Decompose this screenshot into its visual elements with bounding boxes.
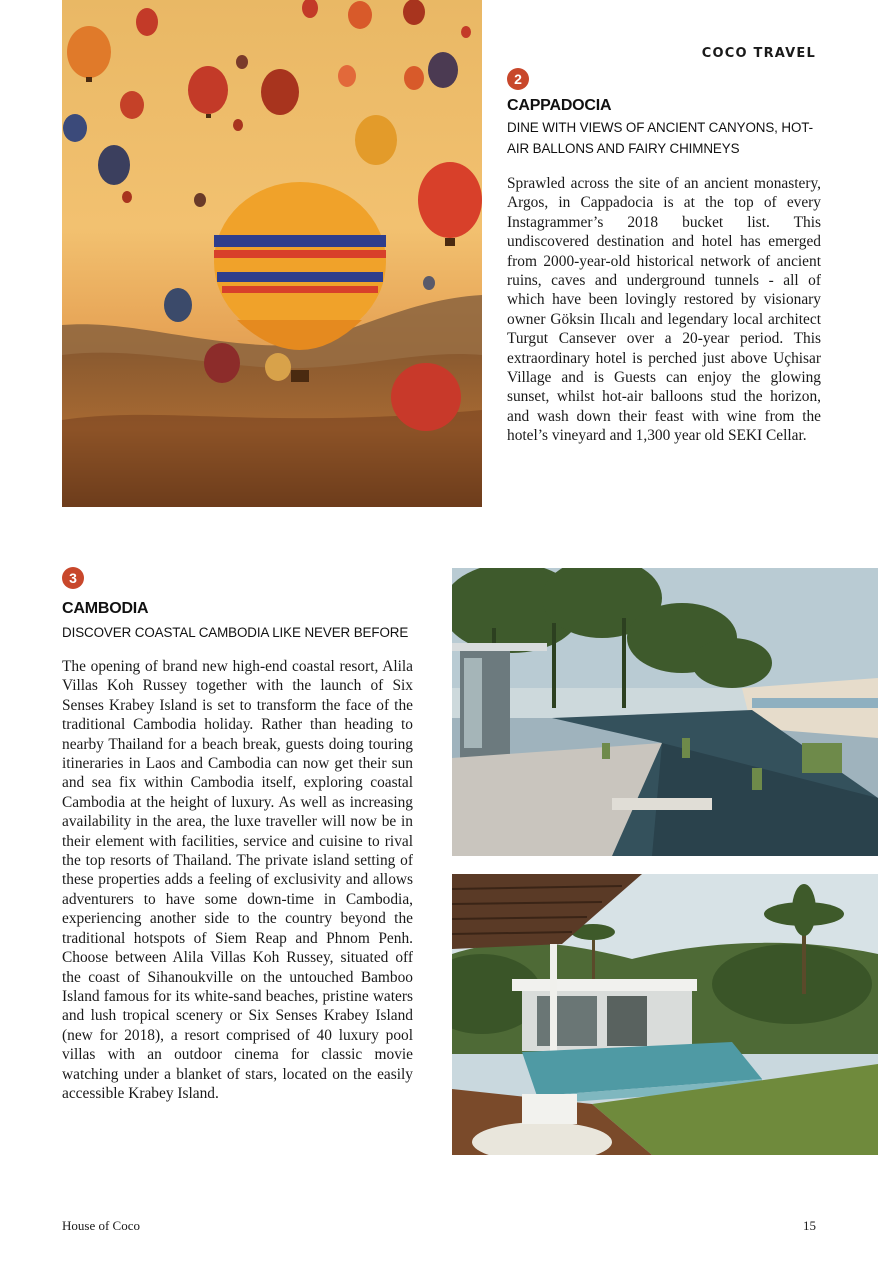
cambodia-title: CAMBODIA (62, 600, 149, 617)
cambodia-number-badge: 3 (62, 567, 84, 589)
cappadocia-subtitle: DINE WITH VIEWS OF ANCIENT CANYONS, HOT-AIR BALLONS AND FAIRY CHIMNEYS (507, 120, 813, 156)
cappadocia-number-badge: 2 (507, 68, 529, 90)
cambodia-infinity-pool-photo (452, 568, 878, 856)
cappadocia-title: CAPPADOCIA (507, 97, 612, 114)
magazine-section-label: COCO TRAVEL (701, 46, 816, 61)
cambodia-body: The opening of brand new high-end coastal resort, Alila Villas Koh Russey together with the launch of Six Senses Krabey Island is set to transform the face of the traditional Cambodia holiday. Rather than heading to nearby Thailand for a beach break, guests doing touring itineraries in Laos and Cambodia can now get their sun and sea fix within Cambodia itself, exploring coastal Cambodia at the height of luxury. As well as increasing availability in the area, the luxe traveller will now be in their element with facilities, service and cuisine to rival the top resorts of Thailand. The private island setting of these properties adds a feeling of exclusivity and allows adventurers to have some down-time in Cambodia, experiencing another side to the country beyond the traditional hotspots of Siem Reap and Phnom Penh. Choose between Alila Villas Koh Russey, situated off the coast of Sihanoukville on the untouched Bamboo Island famous for its white-sand beaches, pristine waters and lush tropical scenery or Six Senses Krabey Island (new for 2018), a resort comprised of 40 luxury pool villas with an outdoor cinema for classic movie watching under a blanket of stars, located on the easily accessible Krabey Island. (62, 658, 413, 1102)
footer-page-number: 15 (803, 1218, 816, 1233)
cappadocia-balloons-photo (62, 0, 482, 507)
cambodia-villa-pool-photo (452, 874, 878, 1155)
footer-publication-name: House of Coco (62, 1218, 140, 1233)
cappadocia-body: Sprawled across the site of an ancient monastery, Argos, in Cappadocia is at the top of every Instagrammer’s 2018 bucket list. This undiscovered destination and hotel has emerged from 2000-year-old historical network of ancient ruins, caves and underground tunnels - all of which have been lovingly restored by visionary owner Göksin Ilıcalı and legendary local architect Turgut Cansever over a 20-year period. This extraordinary hotel is perched just above Uçhisar Village and is Guests can enjoy the glowing sunset, whilst hot-air balloons stud the horizon, and wash down their feast with wine from the hotel’s vineyard and 1,300 year old SEKI Cellar. (507, 175, 821, 445)
cambodia-subtitle: DISCOVER COASTAL CAMBODIA LIKE NEVER BEFORE (62, 625, 409, 640)
